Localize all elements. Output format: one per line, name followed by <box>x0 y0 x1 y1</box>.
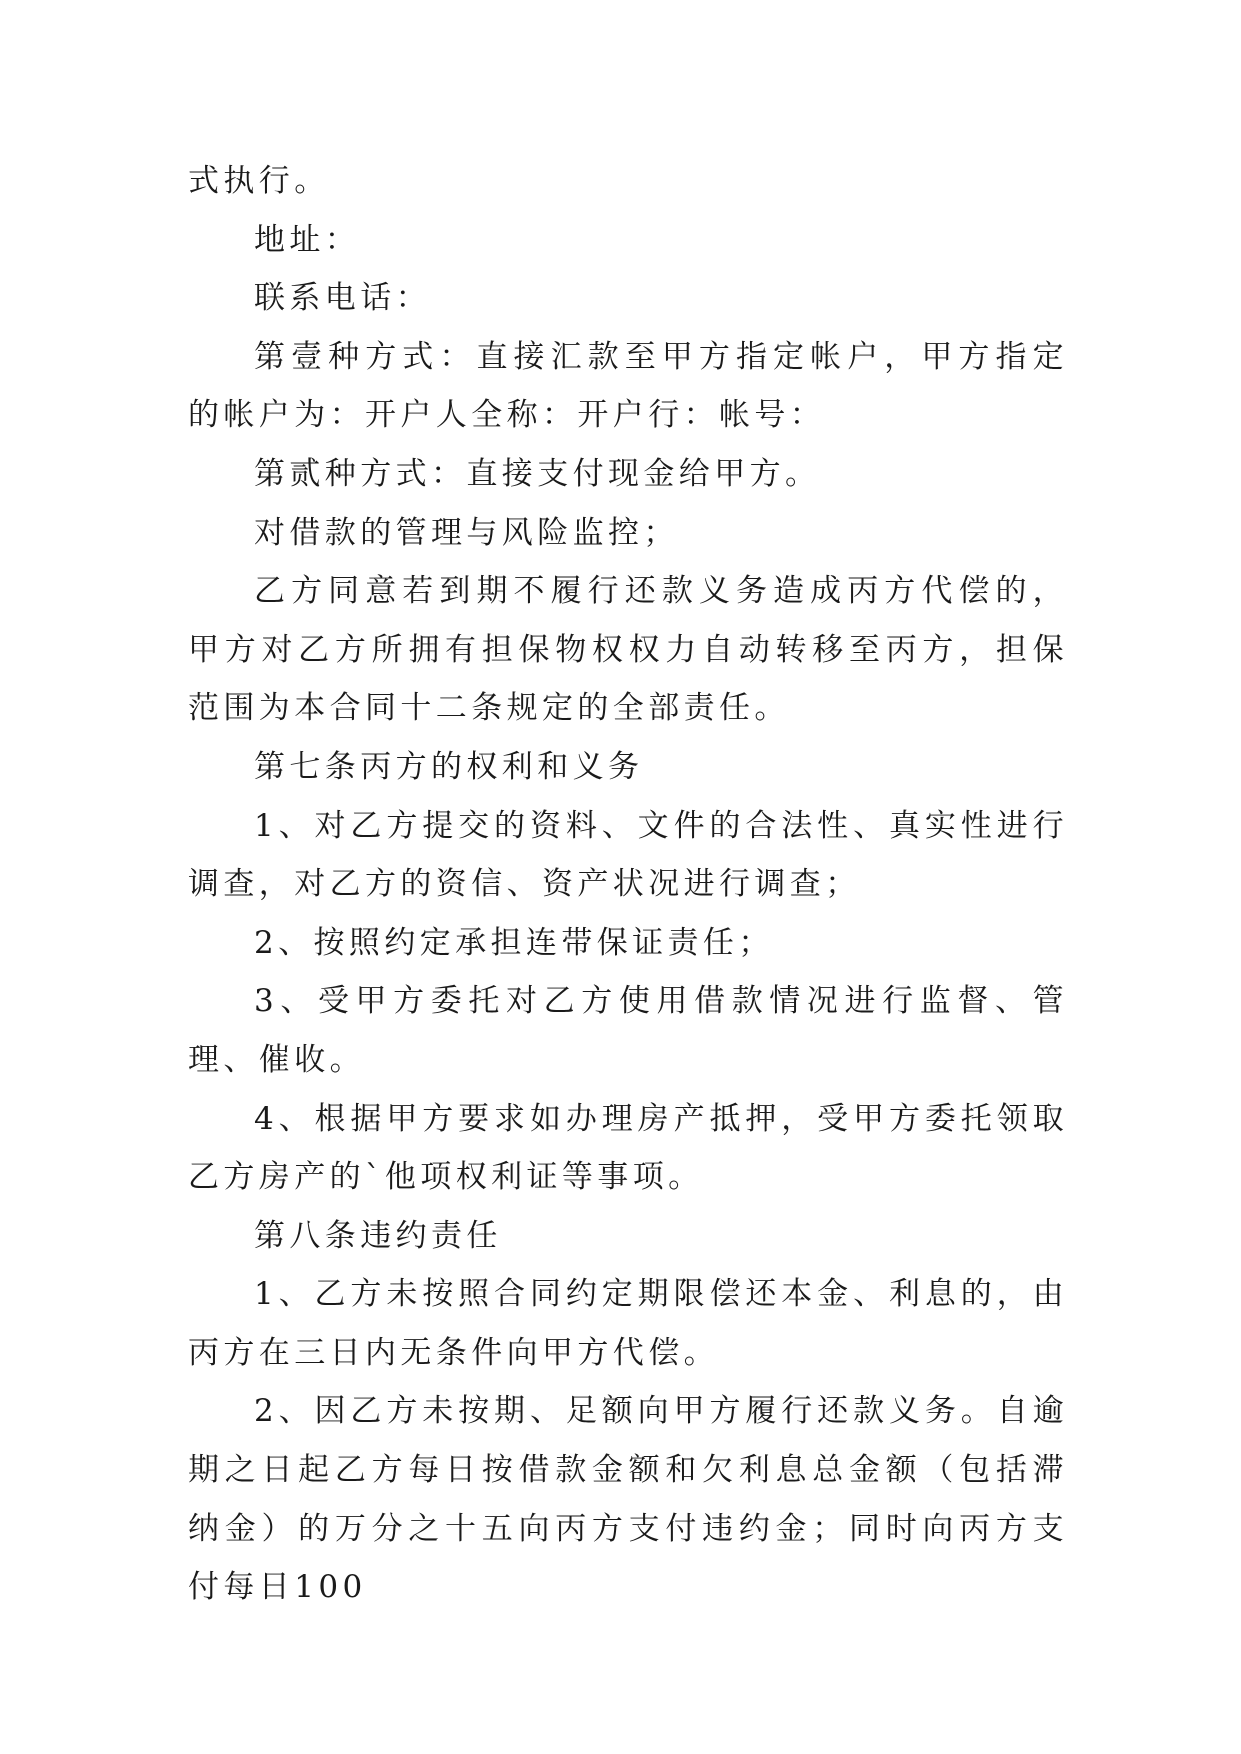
document-page <box>188 152 1068 1617</box>
section-heading-article-8: 第八条违约责任 <box>254 1217 502 1254</box>
paragraph-payment-method-2: 第贰种方式：直接支付现金给甲方。 <box>254 455 821 492</box>
section-heading-article-7: 第七条丙方的权利和义务 <box>254 748 644 785</box>
paragraph-payment-method-1: 第壹种方式：直接汇款至甲方指定帐户，甲方指定的帐户为：开户人全称：开户行：帐号： <box>188 338 1068 434</box>
list-item-7-1: 1、对乙方提交的资料、文件的合法性、真实性进行调查，对乙方的资信、资产状况进行调查； <box>188 807 1068 903</box>
list-item-7-2: 2、按照约定承担连带保证责任； <box>254 924 774 961</box>
list-item-8-2: 2、因乙方未按期、足额向甲方履行还款义务。自逾期之日起乙方每日按借款金额和欠利息总金额（包括滞纳金）的万分之十五向丙方支付违约金；同时向丙方支付每日100 <box>188 1393 1068 1606</box>
paragraph-address: 地址： <box>254 221 361 258</box>
paragraph-guarantee-transfer: 乙方同意若到期不履行还款义务造成丙方代偿的，甲方对乙方所拥有担保物权权力自动转移至丙方，担保范围为本合同十二条规定的全部责任。 <box>188 573 1068 727</box>
paragraph-continuation: 式执行。 <box>188 163 330 199</box>
paragraph-phone: 联系电话： <box>254 280 431 317</box>
paragraph-risk-control: 对借款的管理与风险监控； <box>254 514 679 551</box>
list-item-8-1: 1、乙方未按照合同约定期限偿还本金、利息的，由丙方在三日内无条件向甲方代偿。 <box>188 1276 1068 1371</box>
list-item-7-3: 3、受甲方委托对乙方使用借款情况进行监督、管理、催收。 <box>188 983 1068 1078</box>
list-item-7-4: 4、根据甲方要求如办理房产抵押，受甲方委托领取乙方房产的`他项权利证等事项。 <box>188 1100 1068 1196</box>
